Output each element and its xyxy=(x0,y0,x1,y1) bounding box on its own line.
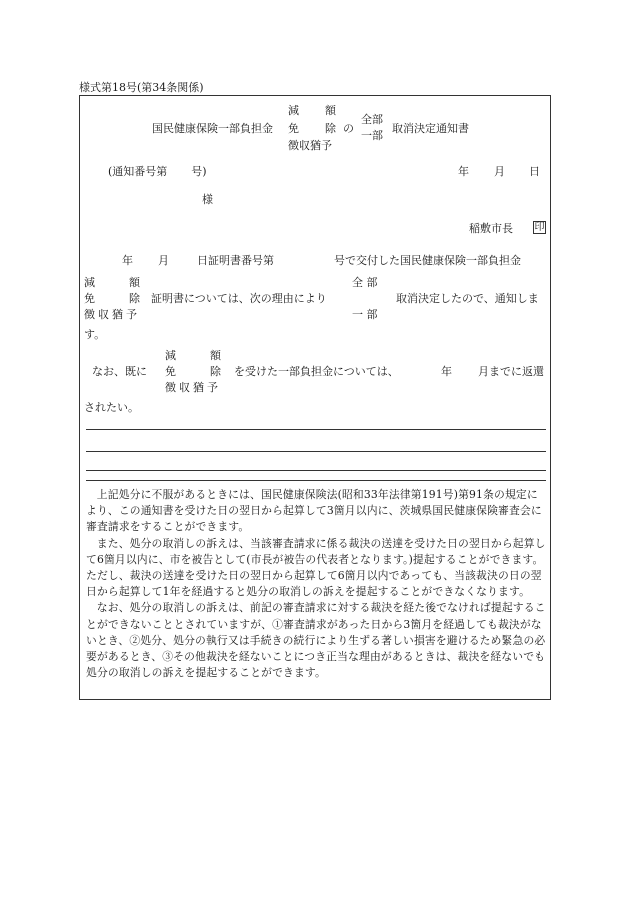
body-cancellation-text: 取消決定したので、通知しま xyxy=(396,292,539,305)
title-scope-partial: 一部 xyxy=(361,129,383,142)
appeal-note-3: なお、処分の取消しの訴えは、前記の審査請求に対する裁決を経た後でなければ提起することができないこととされていますが、①審査請求があった日から3箇月を経過しても裁決がないとき、②処分、処分の執行又は手続きの続行により生ずる著しい損害を避けるため緊急の必要があるとき、③その他裁決を経ないことにつき正当な理由があるときは、裁決を経ないでも処分の取消しの訴えを提起することができます。 xyxy=(86,601,546,680)
reason-line-1 xyxy=(86,429,546,430)
body-option-exemption-char-2: 除 xyxy=(129,292,140,305)
notice-number xyxy=(108,166,207,177)
title-option-exemption-char-2: 除 xyxy=(325,122,336,135)
body-option-reduction xyxy=(84,277,140,288)
reason-line-2 xyxy=(86,451,546,452)
title-particle: の xyxy=(343,122,354,135)
body-option-reduction-char-2: 額 xyxy=(129,276,140,289)
issuer-name: 稲敷市長 xyxy=(469,222,513,235)
body-refund-year-label: 年 xyxy=(441,365,452,378)
date-year-label: 年 xyxy=(458,165,469,178)
body-option-reduction-2-char-1: 減 xyxy=(165,349,176,362)
body-option-exemption-2 xyxy=(165,366,221,377)
title-option-exemption-char-1: 免 xyxy=(288,122,299,135)
body-certificate-number: 日証明書番号第 xyxy=(197,254,274,267)
body-received-text: を受けた一部負担金については、 xyxy=(234,365,399,378)
date-day-label: 日 xyxy=(529,165,540,178)
body-option-reduction-2 xyxy=(165,350,221,361)
notes-divider xyxy=(86,480,546,481)
body-option-exemption-2-char-1: 免 xyxy=(165,365,176,378)
body-issued-text: 号で交付した国民健康保険一部負担金 xyxy=(334,254,521,267)
body-option-exemption-2-char-2: 除 xyxy=(210,365,221,378)
body-option-deferral: 徴収猶予 xyxy=(84,308,140,321)
body-option-exemption xyxy=(84,293,140,304)
body-already-text: なお、既に xyxy=(92,365,147,378)
title-prefix: 国民健康保険一部負担金 xyxy=(152,122,273,135)
date-month-label: 月 xyxy=(494,165,505,178)
seal-mark: 印 xyxy=(534,222,545,233)
form-number-label: 様式第18号(第34条関係) xyxy=(79,81,204,94)
appeal-instructions xyxy=(86,487,548,681)
body-option-exemption-char-1: 免 xyxy=(84,292,95,305)
notice-number-open: (通知番号第 xyxy=(108,165,168,178)
appeal-note-1: 上記処分に不服があるときには、国民健康保険法(昭和33年法律第191号)第91条の規定により、この通知書を受けた日の翌日から起算して3箇月以内に、茨城県国民健康保険審査会に審査請求をすることができます。 xyxy=(86,488,542,534)
title-option-exemption xyxy=(288,123,354,134)
body-option-reduction-char-1: 減 xyxy=(84,276,95,289)
body-month-label: 月 xyxy=(158,254,169,267)
title-option-deferral: 徴収猶予 xyxy=(288,139,332,152)
title-option-reduction-char-1: 減 xyxy=(288,104,299,117)
reason-line-3 xyxy=(86,470,546,471)
body-reason-text: 証明書については、次の理由により xyxy=(151,292,327,305)
body-option-deferral-2: 徴収猶予 xyxy=(165,381,221,394)
body-scope-all: 全 部 xyxy=(352,276,378,289)
addressee-honorific: 様 xyxy=(202,193,213,206)
title-scope-all: 全部 xyxy=(361,113,383,126)
body-option-reduction-2-char-2: 額 xyxy=(210,349,221,362)
title-suffix: 取消決定通知書 xyxy=(392,122,469,135)
appeal-note-2: また、処分の取消しの訴えは、当該審査請求に係る裁決の送達を受けた日の翌日から起算して6箇月以内に、市を被告として(市長が被告の代表者となります。)提起することができます。ただし、裁決の送達を受けた日の翌日から起算して6箇月以内であっても、当該裁決の日の翌日から起算して1年を経過すると処分の取消しの訴えを提起することができなくなります。 xyxy=(86,536,546,599)
body-year-label: 年 xyxy=(122,254,133,267)
body-request-end: されたい。 xyxy=(84,401,139,414)
title-option-reduction-char-2: 額 xyxy=(325,104,336,117)
notice-number-close: 号) xyxy=(191,165,207,178)
body-scope-partial: 一 部 xyxy=(352,308,378,321)
title-option-reduction xyxy=(288,105,336,116)
body-refund-text: 月までに返還 xyxy=(478,365,544,378)
body-sentence-end: す。 xyxy=(84,328,106,341)
